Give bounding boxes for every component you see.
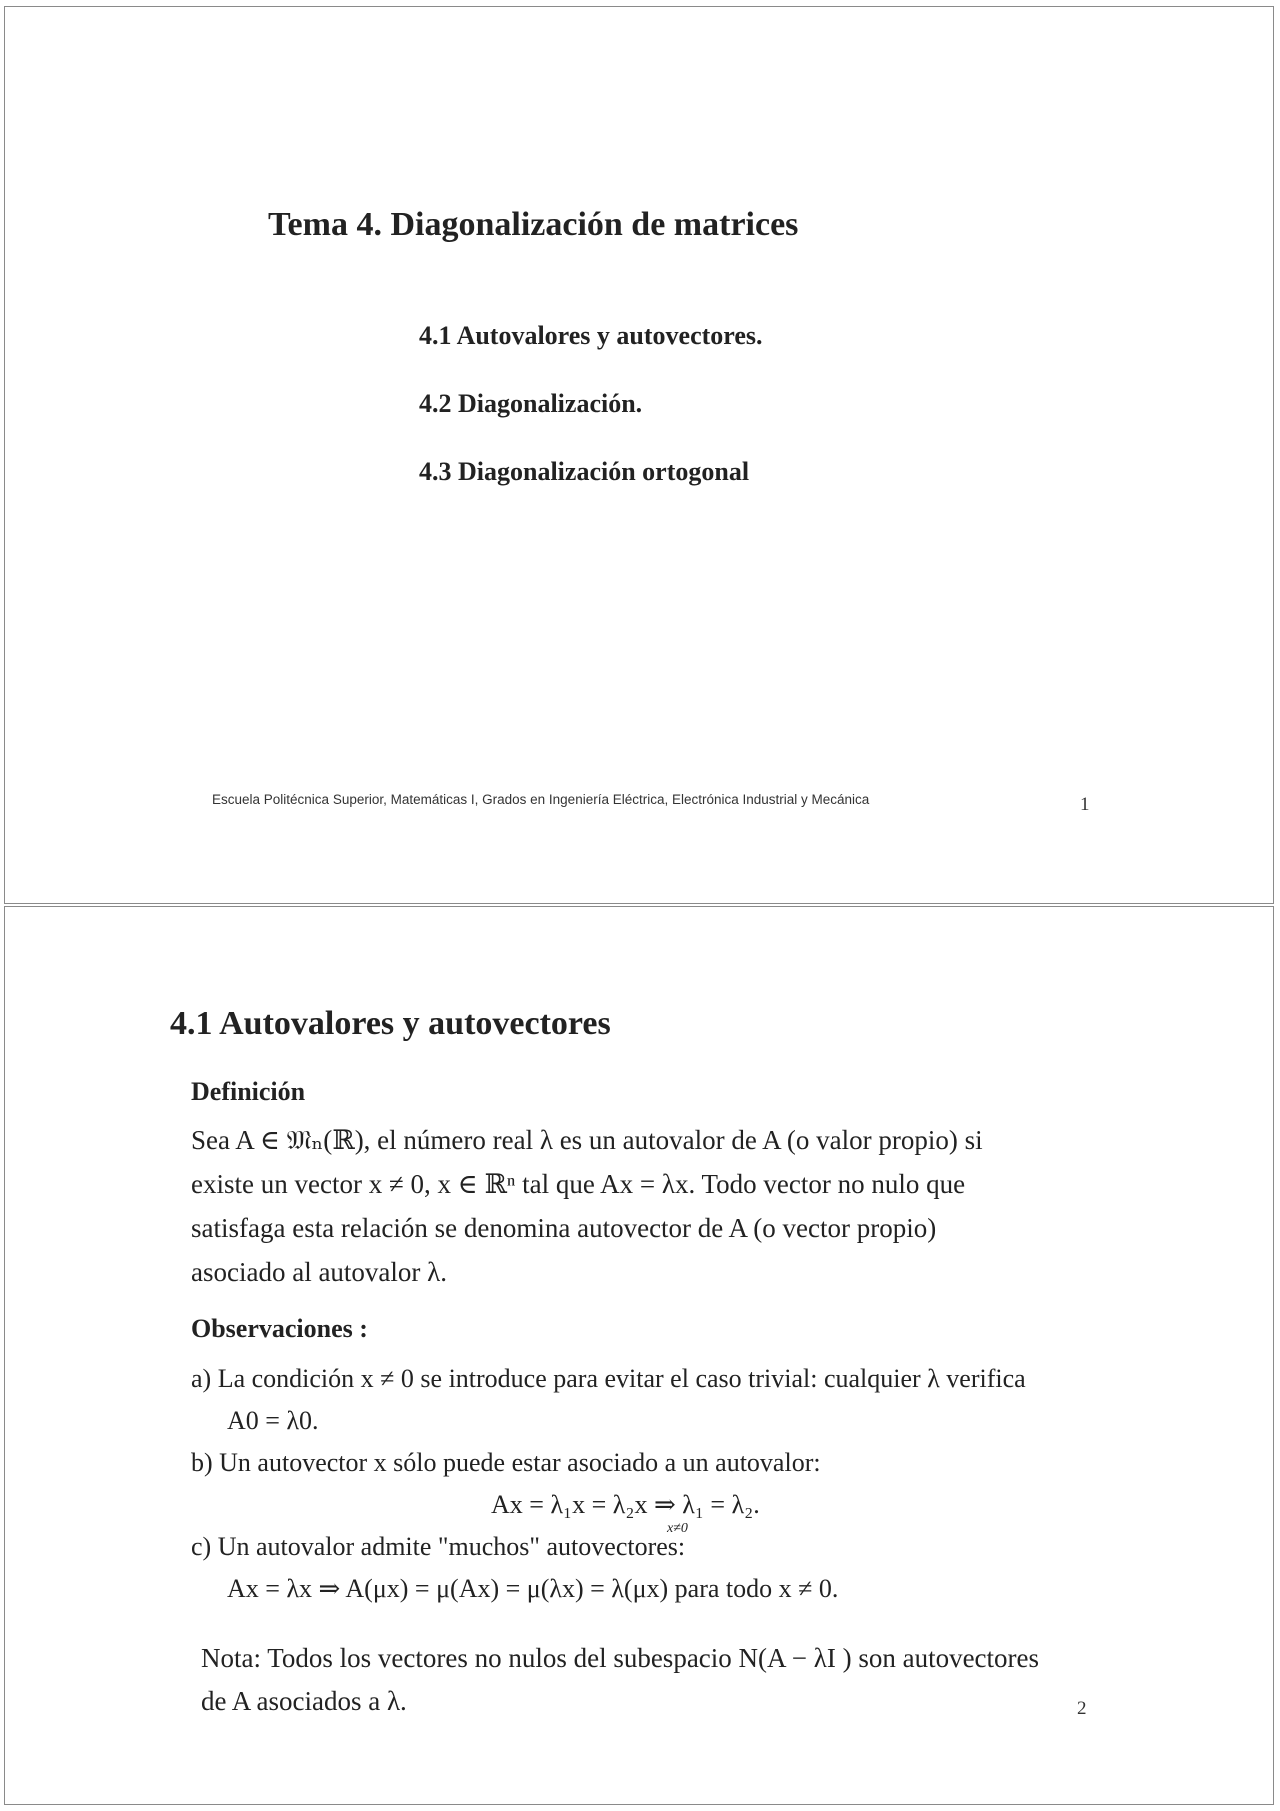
- definition-line: Sea A ∈ 𝔐ₙ(ℝ), el número real λ es un autovalor de A (o valor propio) si: [191, 1125, 983, 1155]
- page-number: 2: [1077, 1698, 1087, 1719]
- observation-b: b) Un autovector x sólo puede estar asociado a un autovalor:: [191, 1448, 821, 1477]
- definition-heading: Definición: [191, 1077, 306, 1106]
- toc-item: 4.3 Diagonalización ortogonal: [419, 457, 750, 486]
- toc-item: 4.1 Autovalores y autovectores.: [419, 321, 763, 350]
- observation-a-formula: A0 = λ0.: [227, 1406, 319, 1435]
- definition-body: [191, 1118, 983, 1294]
- note: [201, 1637, 1039, 1723]
- implication-formula: [491, 1484, 760, 1536]
- observations-body: [191, 1358, 1026, 1610]
- note-line: de A asociados a λ.: [201, 1686, 407, 1716]
- observation-c-formula: Ax = λx ⇒ A(μx) = μ(Ax) = μ(λx) = λ(μx) para todo x ≠ 0.: [227, 1574, 839, 1603]
- formula-condition: x≠0: [667, 1521, 688, 1536]
- definition-line: satisfaga esta relación se denomina autovector de A (o vector propio): [191, 1213, 937, 1243]
- observation-a: a) La condición x ≠ 0 se introduce para evitar el caso trivial: cualquier λ verifica: [191, 1364, 1026, 1393]
- note-line: Nota: Todos los vectores no nulos del subespacio N(A − λI ) son autovectores: [201, 1643, 1040, 1673]
- slide-title: Tema 4. Diagonalización de matrices: [268, 206, 799, 243]
- table-of-contents: [419, 321, 763, 525]
- section-title: 4.1 Autovalores y autovectores: [170, 1005, 611, 1042]
- slide-footer: Escuela Politécnica Superior, Matemáticas I, Grados en Ingeniería Eléctrica, Electrónica Industrial y Mecánica: [212, 792, 870, 807]
- slide-2: [4, 906, 1274, 1805]
- slide-1: [4, 6, 1274, 904]
- definition-line: asociado al autovalor λ.: [191, 1257, 447, 1287]
- formula-text: Ax = λ₁x = λ₂x ⇒ λ₁ = λ₂.: [491, 1490, 760, 1519]
- toc-item: 4.2 Diagonalización.: [419, 389, 643, 418]
- page-number: 1: [1080, 794, 1090, 815]
- definition-line: existe un vector x ≠ 0, x ∈ ℝⁿ tal que Ax = λx. Todo vector no nulo que: [191, 1169, 966, 1199]
- observation-c: c) Un autovalor admite "muchos" autovectores:: [191, 1532, 686, 1561]
- observation-b-formula: [491, 1484, 1280, 1536]
- observations-heading: Observaciones :: [191, 1314, 368, 1343]
